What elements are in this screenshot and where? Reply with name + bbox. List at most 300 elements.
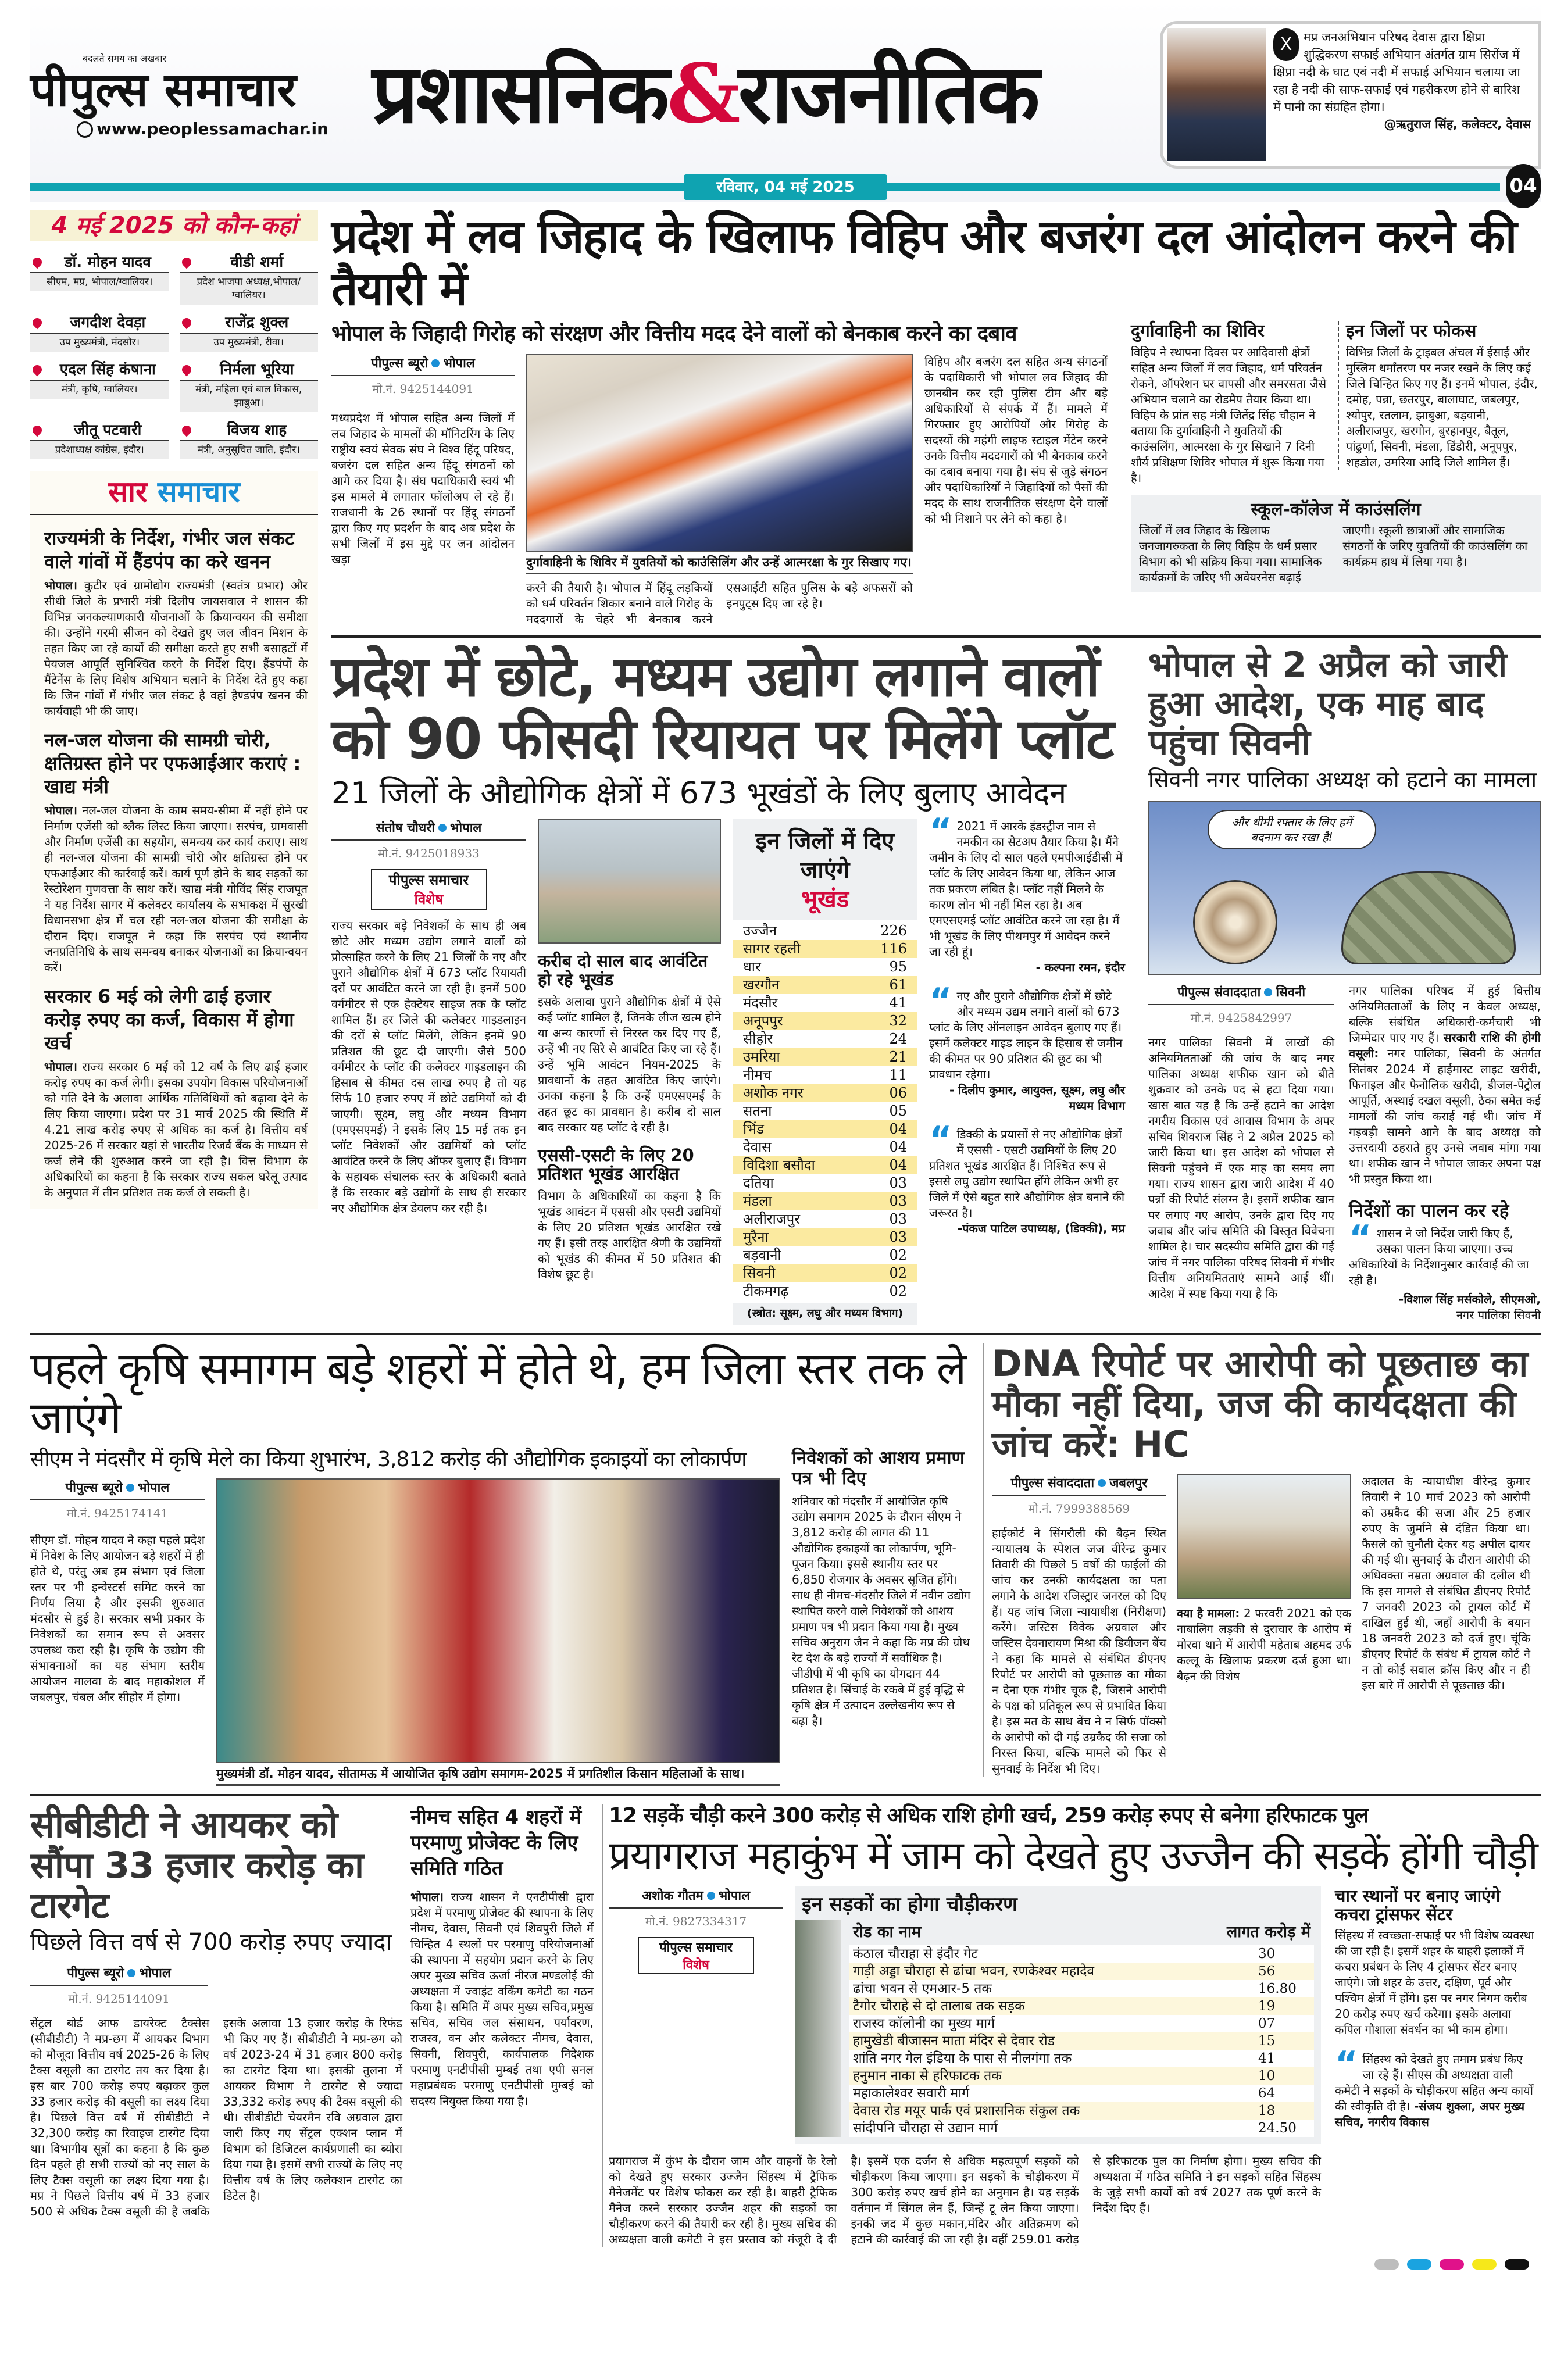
table-row [849, 2050, 1314, 2067]
plot-count: 32 [889, 1012, 907, 1029]
table-row [733, 958, 917, 976]
headline: प्रदेश में लव जिहाद के खिलाफ विहिप और बजरंग दल आंदोलन करने की तैयारी में [331, 209, 1516, 316]
focus-districts-box [1338, 321, 1541, 470]
durga-vahini-box [1131, 321, 1329, 486]
kicker: 12 सड़कें चौड़ी करने 300 करोड़ से अधिक राशि होगी खर्च, 259 करोड़ रुपए से बनेगा हरिफाटक पुल [609, 1804, 1368, 1828]
sub-title: निवेशकों को आशय प्रमाण पत्र भी दिए [792, 1448, 965, 1489]
table-row [733, 1210, 917, 1228]
col-right [1335, 1886, 1535, 2143]
table-row [733, 1264, 917, 1282]
headline: नीमच सहित 4 शहरों में परमाणु प्रोजेक्ट के लिए समिति गठित [410, 1806, 582, 1881]
date-bar [30, 172, 1541, 202]
body-text: करने की तैयारी है। भोपाल में हिंदू लड़कियों को धर्म परिवर्तन शिकार बनाने वाले गिरोह के मददगारों के चेहरे भी बेनकाब करने एसआईटी सहित पुलिस के बड़े अफसरों को इनपुट्स दिए जा रहे है। [526, 580, 913, 626]
road-name: ढांचा भवन से एमआर-5 तक [853, 1981, 992, 1996]
box-title: स्कूल-कॉलेज में काउंसलिंग [1251, 499, 1421, 520]
print-mark-dot [1407, 2259, 1431, 2270]
print-mark-dot [1472, 2259, 1497, 2270]
plot-count: 95 [889, 958, 907, 975]
plot-count: 03 [889, 1192, 907, 1209]
district-name: अशोक नगर [743, 1084, 804, 1101]
district-name: दतिया [743, 1174, 774, 1191]
table-row [849, 1945, 1314, 1963]
person-detail: उप मुख्यमंत्री, मंदसौर। [30, 334, 169, 352]
district-name: मुरैना [743, 1228, 769, 1245]
table-row [733, 1246, 917, 1264]
table-row [733, 1030, 917, 1048]
district-name: सतना [743, 1102, 772, 1119]
headline: प्रयागराज महाकुंभ में जाम को देखते हुए उज्जैन की सड़कें होंगी चौड़ी [609, 1832, 1537, 1879]
plot-count: 03 [889, 1174, 907, 1191]
byline: पीपुल्स ब्यूरो भोपाल [30, 1964, 208, 1986]
road-name: कंठाल चौराहा से इंदौर गेट [853, 1946, 978, 1961]
subheadline: सीएम ने मंदसौर में कृषि मेले का किया शुभारंभ, 3,812 करोड़ की औद्योगिक इकाइयों का लोकार्पण [30, 1448, 747, 1472]
mobile-number: मो.नं. 9425018933 [378, 846, 480, 860]
byline: पीपुल्स ब्यूरो भोपाल [331, 354, 515, 376]
byline: अशोक गौतम भोपाल [609, 1886, 783, 1909]
person-entry [180, 360, 319, 412]
person-entry [30, 360, 169, 412]
special-stamp [371, 869, 487, 910]
district-name: धार [743, 958, 761, 975]
body-text: सेंट्रल बोर्ड आफ डायरेक्ट टैक्सेस (सीबीडीटी) ने मप्र-छग में आयकर विभाग को मौजूदा वित्तीय वर्ष 2025-26 के लिए टैक्स वसूली का टारगेट तय कर दिया है। इस बार 700 करोड़ रुपए बढ़ाकर कुल 33 हजार करोड़ की वसूली का लक्ष्य दिया है। पिछले वित्त वर्ष में सीबीडीटी ने 32,300 करोड़ का रिवाइज टारगेट दिया था। विभागीय सूत्रों का कहना है कि कुछ दिन पहले ही सभी राज्यों को नए साल के लिए टैक्स वसूली का लक्ष्य दिया गया है। मप्र ने पिछले वित्तीय वर्ष में 33 हजार 500 से अधिक टैक्स वसूली की है जबकि इसके अलावा 13 हजार करोड़ के रिफंड भी किए गए हैं। सीबीडीटी ने मप्र-छग को वर्ष 2023-24 में 31 हजार 800 करोड़ का टारगेट दिया था। इसकी तुलना में आयकर विभाग ने टारगेट से ज्यादा 33,332 करोड़ रुपए की टैक्स वसूली की थी। सीबीडीटी चेयरमैन रवि अग्रवाल द्वारा जारी किए गए सेंट्रल एक्शन प्लान में विभाग को डिजिटल कार्यप्रणाली का ब्योरा दिया गया है। इसमें सभी राज्यों के लिए नए वित्तीय वर्ष के लिए कलेक्शन टारगेट का डिटेल है। [30, 2016, 402, 2218]
table-body [733, 920, 917, 1303]
quote-mark-icon: “ [929, 1118, 952, 1160]
table-row [733, 1228, 917, 1246]
body-text: भोपाल। राज्य शासन ने एनटीपीसी द्वारा प्रदेश में परमाणु प्रोजेक्ट की स्थापना के लिए नीमच, देवास, सिवनी एवं शिवपुरी जिले में चिन्हित 4 स्थलों पर परमाणु परियोजनाओं की स्थापना में सहयोग प्रदान करने के लिए अपर मुख्य सचिव ऊर्जा नीरज मण्डलोई की अध्यक्षता में ज्वाइंट वर्किंग कमेटी का गठन किया है। समिति में अपर मुख्य सचिव,प्रमुख सचिव, सचिव जल संसाधन, पर्यावरण, राजस्व, वन और कलेक्टर नीमच, देवास, सिवनी, शिवपुरी, कार्यपालक निदेशक परमाणु एनटीपीसी मुम्बई तथा एपी सनल महाप्रबंधक परमाणु एनटीपीसी मुम्बई को सदस्य नियुक्त किया गया है। [410, 1890, 594, 2109]
plot-count: 04 [889, 1156, 907, 1173]
bullet-dot-icon [127, 1969, 135, 1977]
district-name: टीकमगढ़ [743, 1282, 789, 1299]
road-name: देवास रोड मयूर पार्क एवं प्रशासनिक संकुल तक [853, 2103, 1080, 2118]
person-name: जगदीश देवड़ा [30, 313, 169, 334]
body-text: नगर पालिका परिषद में हुई वित्तीय अनियमितताओं के लिए न केवल अध्यक्ष, बल्कि संबंधित अधिकारी-कर्मचारी भी जिम्मेदार पाए गए हैं। सरकारी राशि की होगी वसूली: नगर पालिका, सिवनी के अंतर्गत सितंबर 2024 में हाईमास्ट लाइट खरीदी, फिनाइल और फेनोलिक खरीदी, डीजल-पेट्रोल आपूर्ति, अस्थाई दखल वसूली, ठेका समेत कई मामलों की जांच कराई गई थी। जांच में गड़बड़ी सामने आने के बाद अध्यक्ष को उत्तरदायी ठहराते हुए उनसे जवाब मांगा गया था। शफीक खान ने भोपाल जाकर अपना पक्ष भी प्रस्तुत किया था। [1349, 983, 1541, 1186]
love-jihad-story [331, 210, 1541, 627]
table-row [733, 1084, 917, 1102]
road-cost: 24.50 [1258, 2120, 1297, 2136]
table-row [733, 1282, 917, 1300]
people-grid [30, 252, 318, 459]
logo-block [30, 52, 356, 138]
story-columns [331, 321, 1119, 627]
person-detail: उप मुख्यमंत्री, रीवा। [180, 334, 319, 352]
brief-body: भोपाल। नल-जल योजना के काम समय-सीमा में नहीं होने पर निर्माण एजेंसी को ब्लैक लिस्ट किया जाएगा। सरपंच, ग्रामवासी और निर्माण एजेंसी का सहयोग, समन्वय कर कार्य कराए। साथ ही नल-जल योजना की सामग्री चोरी और क्षतिग्रस्त होने पर एफआईआर की कार्रवाई करें। कार्य पूर्ण होने के बाद सड़कों का रेस्टोरेशन गुणवत्ता के साथ करें। खाद्य मंत्री गोविंद सिंह राजपूत ने यह निर्देश सागर में कलेक्टर कार्यालय के सभाकक्ष में सुरखी विधानसभा क्षेत्र में चल रही नल-जल योजना की समीक्षा के दौरान दिए। राजपूत ने कहा कि सरपंच एवं स्थानीय जनप्रतिनिधि के साथ समन्वय बनाकर योजनाओं का क्रियान्वयन करें। [44, 803, 308, 974]
tweet-handle: @ऋतुराज सिंह, कलेक्टर, देवास [1384, 117, 1531, 131]
box-body: जिलों में लव जिहाद के खिलाफ जनजागरुकता के लिए विहिप के धर्म प्रसार विभाग को भी सक्रिय किया गया। सामाजिक कार्यक्रमों के जरिए भी अवेयरनेस बढ़ाई जाएगी। स्कूली छात्राओं और सामाजिक संगठनों के जरिए युवतियों की काउंसलिंग का कार्यक्रम हाथ में लिया गया है। [1139, 523, 1528, 585]
byline: पीपुल्स संवाददाता जबलपुर [992, 1474, 1166, 1496]
brief-headline: राज्यमंत्री के निर्देश, गंभीर जल संकट वाले गांवों में हैंडपंप का करे खनन [44, 527, 295, 573]
location-pin-icon [31, 363, 44, 377]
table-row [849, 1980, 1314, 1997]
district-name: सागर रहली [743, 940, 801, 957]
quotes-column [929, 810, 1125, 1249]
table-row [733, 1120, 917, 1138]
location-pin-icon [31, 316, 44, 330]
table-row [733, 1012, 917, 1030]
cartoon [1148, 801, 1541, 975]
sub-title: निर्देशों का पालन कर रहे [1349, 1200, 1509, 1221]
mobile-number: मो.नं. 9425174141 [66, 1506, 169, 1521]
road-cost: 15 [1258, 2033, 1276, 2049]
website-link[interactable]: www.peoplessamachar.in [30, 119, 356, 138]
col-left [1148, 983, 1334, 1302]
plot-count: 05 [889, 1102, 907, 1119]
page-number: 04 [1506, 164, 1541, 208]
plot-count: 04 [889, 1138, 907, 1155]
col-header-road: रोड का नाम [853, 1922, 922, 1941]
plot-count: 61 [889, 976, 907, 993]
road-cost: 16.80 [1258, 1981, 1297, 1996]
bullet-dot-icon [707, 1892, 715, 1900]
road-cost: 10 [1258, 2068, 1276, 2084]
table-row [733, 1192, 917, 1210]
collector-photo [1167, 28, 1266, 161]
quote: “ डिक्की के प्रयासों से नए औद्योगिक क्षेत्रों में एससी - एसटी उद्यमियों के लिए 20 प्रतिशत भूखंड आरक्षित हैं। निश्चित रूप से इससे लघु उद्योग स्थापित होंगे लेकिन अभी हर जिले में ऐसे बहुत सारे औद्योगिक क्षेत्र बनाने की जरूरत है। -पंकज पाटिल उपाध्यक्ष, (डिक्की), मप्र [929, 1118, 1125, 1235]
district-name: सिवनी [743, 1264, 776, 1281]
byline-block [30, 1964, 208, 2006]
table-row [733, 1174, 917, 1192]
road-name: सांदीपनि चौराहा से उद्यान मार्ग [853, 2120, 998, 2136]
plot-count: 02 [889, 1264, 907, 1281]
location-pin-icon [31, 424, 44, 437]
subheadline: सिवनी नगर पालिका अध्यक्ष को हटाने का मामला [1148, 767, 1537, 793]
road-name: गाड़ी अड्डा चौराहा से ढांचा भवन, रणकेश्वर महादेव [853, 1963, 1095, 1979]
person-entry [180, 252, 319, 305]
cbdt-story [30, 1804, 402, 2219]
agriculture-story [30, 1343, 972, 1786]
print-color-marks [30, 2259, 1541, 2270]
main-area [331, 210, 1541, 1325]
body-text: प्रयागराज में कुंभ के दौरान जाम और वाहनों के रेलो को देखते हुए सरकार उज्जैन सिंहस्थ में ट्रैफिक मैनेजमेंट पर विशेष फोकस कर रही है। बाहरी ट्रैफिक मैनेज करने सरकार उज्जैन शहर की सड़कों का चौड़ीकरण करने की तैयारी कर रही है। मुख्य सचिव की अध्यक्षता वाली कमेटी ने इस प्रस्ताव को मंजूरी दे दी है। इसमें एक दर्जन से अधिक महत्वपूर्ण सड़कों को चौड़ीकरण किया जाएगा। इन सड़कों के चौड़ीकरण में 300 करोड़ रुपए खर्च होने का अनुमान है। यह सड़कें वर्तमान में सिंगल लेन हैं, जिन्हें टू लेन किया जाएगा। इनकी जद में कुछ मकान,मंदिर और अतिक्रमण को हटाने की कार्रवाई की जा रही है। वहीं 259.01 करोड़ से हरिफाटक पुल का निर्माण होगा। मुख्य सचिव की अध्यक्षता में गठित समिति ने इन सड़कों सहित सिंहस्थ के जुड़े सभी कार्यों को वर्ष 2027 तक पूर्ण करने के निर्देश दिए हैं। [609, 2153, 1321, 2246]
body-text: क्या है मामला: 2 फरवरी 2021 को एक नाबालिग लड़की से दुराचार के आरोप में मोरवा थाने में आरोपी महेताब अहमद उर्फ कल्लू के खिलाफ प्रकरण दर्ज हुआ था। बैढ़न की विशेष [1177, 1606, 1352, 1684]
sub-title: एससी-एसटी के लिए 20 प्रतिशत भूखंड आरक्षित [538, 1145, 694, 1184]
person-detail: मंत्री, अनुसूचित जाति, इंदौर। [180, 441, 319, 459]
brief-news [30, 471, 318, 1209]
box-title: इन जिलों पर फोकस [1346, 321, 1477, 342]
road-name: टैगोर चौराहे से दो तालाब तक सड़क [853, 1998, 1025, 2014]
plot-count: 24 [889, 1030, 907, 1047]
location-pin-icon [180, 256, 193, 269]
body-text: अदालत के न्यायाधीश वीरेन्द्र कुमार तिवारी ने 10 मार्च 2023 को आरोपी को उम्रकैद की सजा और 25 हजार रुपए के जुर्माने से दंडित किया था। फैसले को चुनौती देकर यह अपील दायर की गई थी। सुनवाई के दौरान आरोपी की अधिवक्ता नम्रता अग्रवाल की दलील थी कि इस मामले से संबंधित डीएनए रिपोर्ट 7 जनवरी 2023 को ट्रायल कोर्ट में दाखिल हुई थी, जहाँ आरोपी के बयान 18 जनवरी 2023 को दर्ज हुए। चूंकि डीएनए रिपोर्ट के संबंध में ट्रायल कोर्ट ने न तो कोई सवाल क्रॉस किए और न ही इस बारे में आरोपी से पूछताछ की। [1362, 1474, 1530, 1693]
subheadline: 21 जिलों के औद्योगिक क्षेत्रों में 673 भूखंडों के लिए बुलाए आवेदन [331, 776, 1067, 811]
col-mid [526, 354, 913, 627]
district-name: भिंड [743, 1120, 764, 1137]
section-title: प्रशासनिक & राजनीतिक [372, 47, 1038, 142]
masthead [30, 0, 1541, 202]
cm-farmers-photo [216, 1478, 780, 1763]
col-mid [1177, 1474, 1351, 1684]
photo-column [216, 1478, 780, 1786]
person-entry [30, 252, 169, 305]
col-left [30, 1478, 205, 1705]
body-text: इसके अलावा पुराने औद्योगिक क्षेत्रों में ऐसे कई प्लॉट शामिल हैं, जिनके लीज खत्म होने या अन्य कारणों से निरस्त कर दिए गए हैं, उन्हें भी नए सिरे से आवंटित किए जा रहे हैं। उन्हें भूमि आवंटन नियम-2025 के प्रावधानों के तहत आवंटित किए जाएंगे। उनका कहना है कि उन्हें एमएसएमई के तहत छूट का प्रावधान है। करीब दो साल बाद सरकार यह प्लॉट दे रही है। [538, 994, 721, 1134]
plot-count: 06 [889, 1084, 907, 1101]
quote-attribution: -विशाल सिंह मर्सकोले, सीएमओ, [1398, 1292, 1541, 1307]
x-logo-icon: X [1273, 28, 1299, 61]
mobile-number: मो.नं. 9827334317 [645, 1914, 747, 1928]
person-entry [30, 313, 169, 352]
seoni-story [1148, 646, 1541, 1324]
print-mark-dot [1440, 2259, 1464, 2270]
stamp-logo: पीपुल्स समाचार [388, 871, 469, 888]
table-row [733, 940, 917, 958]
box-body: विहिप ने स्थापना दिवस पर आदिवासी क्षेत्रों सहित अन्य जिलों में लव जिहाद, धर्म परिवर्तन रोकने, ऑपरेशन घर वापसी और समरसता जैसे अभियान चलाने का रोडमैप तैयार किया था। विहिप के प्रांत सह मंत्री जितेंद्र सिंह चौहान ने बताया कि दुर्गावाहिनी ने युवतियों की काउंसलिंग, आत्मरक्षा के गुर सिखाने 7 दिनी शौर्य प्रशिक्षण शिविर भोपाल में शुरू किया गया है। [1131, 345, 1327, 485]
headline: सीबीडीटी ने आयकर को सौंपा 33 हजार करोड़ का टारगेट [30, 1803, 364, 1927]
col-header-cost: लागत करोड़ में [1226, 1922, 1310, 1941]
bullet-dot-icon [431, 359, 440, 367]
person-name: डॉ. मोहन यादव [30, 252, 169, 273]
district-plots-table [733, 819, 917, 1325]
globe-icon [77, 121, 93, 138]
plot-count: 03 [889, 1228, 907, 1245]
print-mark-dot [1505, 2259, 1529, 2270]
table-row [733, 1102, 917, 1120]
bold-lead: क्या है मामला: [1177, 1606, 1240, 1621]
road-cost: 64 [1258, 2085, 1276, 2101]
byline: संतोष चौधरी भोपाल [331, 819, 526, 841]
table-header [849, 1920, 1314, 1945]
plot-count: 02 [889, 1282, 907, 1299]
district-name: सीहोर [743, 1030, 773, 1047]
table-row [849, 2015, 1314, 2032]
box-title: दुर्गावाहिनी का शिविर [1131, 321, 1265, 342]
tweet-box [1160, 21, 1541, 169]
plot-count: 116 [880, 940, 907, 957]
divider [30, 1333, 1541, 1335]
road-cost: 18 [1258, 2103, 1276, 2118]
quote: “ सिंहस्थ को देखते हुए तमाम प्रबंध किए जा रहे हैं। सीएस की अध्यक्षता वाली कमेटी ने सड़कों के चौड़ीकरण सहित अन्य कार्यों की स्वीकृति दी है। -संजय शुक्ला, अपर मुख्य सचिव, नगरीय विकास [1335, 2043, 1533, 2129]
brief-stories [30, 515, 318, 1200]
flyover-photo [795, 1920, 841, 2137]
person-entry [180, 420, 319, 459]
brief-body: भोपाल। राज्य सरकार 6 मई को 12 वर्ष के लिए ढाई हजार करोड़ रुपए का कर्ज लेगी। इसका उपयोग विकास परियोजनाओं को गति देने के अलावा आर्थिक गतिविधियों को बढ़ावा देने के लिए किया जाएगा। प्रदेश पर 31 मार्च 2025 की स्थिति में 4.21 लाख करोड़ रुपए से अधिक का कर्ज है। वित्तीय वर्ष 2025-26 में सरकार यहां से भारतीय रिजर्व बैंक के माध्यम से कर्ज लेने की शुरुआत करने जा रही है। वित्त विभाग के अधिकारियों का कहना है कि सरकार राज्य सकल घरेलू उत्पाद के अनुपात में तीन प्रतिशत तक कर्ज ले सकती है। [44, 1060, 308, 1199]
table-row [733, 1156, 917, 1174]
quote-attribution: - दिलीप कुमार, आयुक्त, सूक्ष्म, लघु और मध्यम विभाग [949, 1082, 1125, 1113]
byline: पीपुल्स संवाददाता सिवनी [1148, 983, 1334, 1005]
left-column [30, 210, 318, 1209]
box-body: विभिन्न जिलों के ट्राइबल अंचल में ईसाई और मुस्लिम धर्मांतरण पर नजर रखने के लिए कई जिले चिन्हित किए गए हैं। इनमें भोपाल, इंदौर, दमोह, पन्ना, छतरपुर, बालाघाट, जबलपुर, श्योपुर, रतलाम, झाबुआ, बड़वानी, अलीराजपुर, खरगोन, बुरहानपुर, बैतूल, पांढुर्णा, सिवनी, मंडला, डिंडौरी, अनूपपुर, शहडोल, उमरिया आदि जिले शामिल हैं। [1346, 345, 1538, 469]
district-name: देवास [743, 1138, 772, 1155]
camp-photo [526, 354, 913, 552]
bullet-dot-icon [1098, 1479, 1106, 1487]
district-name: मंदसौर [743, 994, 778, 1011]
divider [30, 1794, 1541, 1796]
dna-hc-story [983, 1343, 1541, 1777]
body-text: सिंहस्थ में स्वच्छता-सफाई पर भी विशेष व्यवस्था की जा रही है। इसमें शहर के बाहरी इलाकों में कचरा प्रबंधन के लिए 4 ट्रांसफर सेंटर बनाए जाएंगे। जो शहर के उत्तर, दक्षिण, पूर्व और पश्चिम क्षेत्रों में होंगे। इस पर नगर निगम करीब 20 करोड़ रुपए खर्च करेगा। इसके अलावा कपिल गौशाला संवर्धन का भी काम होगा। [1335, 1928, 1534, 2036]
body-text: नगर पालिका सिवनी में लाखों की अनियमितताओं की जांच के बाद नगर पालिका अध्यक्ष शफीक खान को बीते शुक्रवार को उनके पद से हटा दिया गया। खास बात यह है कि उन्हें हटाने का आदेश नगरीय विकास एवं आवास विभाग के अपर सचिव शिवराज सिंह ने 2 अप्रैल 2025 को जारी किया था। इस आदेश को भोपाल से सिवनी पहुंचने में एक माह का समय लग गया। राज्य शासन द्वारा जारी आदेश में 40 पन्नों की रिपोर्ट संलग्न है। इसमें शफीक खान पर लगाए गए आरोप, उनके द्वारा दिए गए जवाब और जांच समिति की विस्तृत विवेचना शामिल है। चार सदस्यीय समिति द्वारा की गई जांच में नगर पालिका परिषद सिवनी में गंभीर वित्तीय अनियमितताएं सामने आई थीं। आदेश में स्पष्ट किया गया है कि [1148, 1035, 1334, 1300]
nuclear-committee-story [410, 1804, 594, 2109]
quote-mark-icon: “ [929, 980, 952, 1021]
body-text: हाईकोर्ट ने सिंगरौली की बैढ़न स्थित न्यायालय के स्पेशल जज वीरेन्द्र कुमार तिवारी की पिछले 5 वर्षों की फाईलों की जांच कर उनकी कार्यदक्षता का पता लगाने के आदेश रजिस्ट्रार जनरल को दिए हैं। यह जांच जिला न्यायाधीश (निरीक्षण) करेंगे। जस्टिस विवेक अग्रवाल और जस्टिस देवनारायण मिश्रा की डिवीजन बेंच ने कहा कि मामले से संबंधित डीएनए रिपोर्ट पर आरोपी को पूछताछ का मौका न देना एक गंभीर चूक है, जिसने आरोपी के पक्ष को प्रतिकूल रूप से प्रभावित किया है। इस मत के साथ बेंच ने न सिर्फ पॉक्सो के आरोपी को दी गई उम्रकैद की सजा को निरस्त किया, बल्कि मामले को फिर से सुनवाई के निर्देश भी दिए। [992, 1526, 1166, 1776]
stamp-label: विशेष [414, 891, 444, 907]
tortoise-illustration [1341, 871, 1516, 964]
col-left [992, 1474, 1166, 1777]
person-name: राजेंद्र शुक्ल [180, 313, 319, 334]
road-name: राजस्व कॉलोनी का मुख्य मार्ग [853, 2016, 995, 2031]
special-stamp [638, 1937, 754, 1974]
tweet-content [1273, 28, 1531, 133]
headline: भोपाल से 2 अप्रैल को जारी हुआ आदेश, एक माह बाद पहुंचा सिवनी [1148, 644, 1508, 763]
stamp-label: विशेष [683, 1957, 709, 1972]
person-name: जीतू पटवारी [30, 420, 169, 441]
district-name: उमरिया [743, 1048, 780, 1065]
plot-count: 03 [889, 1210, 907, 1227]
table-row [849, 2085, 1314, 2102]
plot-count: 02 [889, 1246, 907, 1263]
roads-table [795, 1886, 1321, 2144]
table-title: इन सड़कों का होगा चौड़ीकरण [802, 1892, 1017, 1916]
district-name: विदिशा बसौदा [743, 1156, 815, 1173]
mobile-number: मो.नं. 9425842997 [1190, 1010, 1292, 1025]
table-row [733, 994, 917, 1012]
tweet-text: मप्र जनअभियान परिषद देवास द्वारा क्षिप्रा शुद्धिकरण सफाई अभियान अंतर्गत ग्राम सिरोंज में क्षिप्रा नदी के घाट एवं नदी में सफाई अभियान चलाया जा रहा है नदी की साफ-सफाई एवं गहरीकरण होने से बारिश में पानी का संग्रहित होगा। [1273, 30, 1520, 114]
person-entry [180, 313, 319, 352]
quote-mark-icon: “ [1335, 2043, 1358, 2085]
road-name: हामुखेडी बीजासन माता मंदिर से देवार रोड [853, 2033, 1055, 2049]
story-main [609, 1886, 1321, 2247]
sub-title: चार स्थानों पर बनाए जाएंगे कचरा ट्रांसफर सेंटर [1335, 1885, 1501, 1925]
story-columns [30, 1448, 780, 1786]
table-body [849, 1945, 1314, 2137]
bold-lead: सरकारी राशि की होगी वसूली: [1349, 1030, 1541, 1060]
photo-caption: दुर्गावाहिनी के शिविर में युवतियों को काउंसिलिंग और उन्हें आत्मरक्षा के गुर सिखाए गए। [526, 552, 913, 574]
table-content [849, 1920, 1314, 2137]
table-row [733, 922, 917, 940]
headline: प्रदेश में छोटे, मध्यम उद्योग लगाने वालों को 90 फीसदी रियायत पर मिलेंगे प्लॉट [331, 644, 1113, 772]
person-entry [30, 420, 169, 459]
table-row [849, 2120, 1314, 2137]
person-detail: प्रदेशाध्यक्ष कांग्रेस, इंदौर। [30, 441, 169, 459]
person-detail: सीएम, मप्र, भोपाल/ग्वालियर। [30, 273, 169, 291]
table-row [849, 1963, 1314, 1980]
road-cost: 41 [1258, 2050, 1276, 2066]
table-title: इन जिलों में दिए जाएंगे भूखंड [755, 827, 895, 913]
table-row [733, 1066, 917, 1084]
table-row [733, 1138, 917, 1156]
body-text: राज्य सरकार बड़े निवेशकों के साथ ही अब छोटे और मध्यम उद्योग लगाने वालों को प्रोत्साहित करने के लिए 21 जिलों के नए और पुराने औद्योगिक क्षेत्रों में 673 प्लॉट रियायती दरों पर आवंटित करने जा रही है। इनमें 500 वर्गमीटर से एक हेक्टेयर साइज तक के प्लॉट शामिल हैं। हर जिले की कलेक्टर गाइडलाइन की दरों से प्लॉट मिलेंगे, लेकिन इनमें 90 प्रतिशत की छूट दी जाएगी। जैसे 500 वर्गमीटर के प्लॉट की कलेक्टर गाइडलाइन की हिसाब से कीमत दस लाख रुपए है तो यह सिर्फ 10 हजार रुपए में छोटे उद्यमियों को दी जाएगी। सूक्ष्म, लघु और मध्यम विभाग (एमएसएमई) ने इसके लिए 15 मई तक इन प्लॉट निवेशकों और उद्यमियों को प्लॉट आवंटित करने के लिए ऑफर बुलाए हैं। विभाग के सहायक संचालक स्तर के अधिकारी बताते हैं कि सरकार बड़े उद्योगों के साथ ही सरकार नए औद्योगिक क्षेत्र डेवलप कर रही है। [331, 918, 526, 1215]
road-name: महाकालेश्वर सवारी मार्ग [853, 2085, 970, 2101]
person-detail: प्रदेश भाजपा अध्यक्ष,भोपाल/ग्वालियर। [180, 273, 319, 305]
district-name: खरगौन [743, 976, 780, 993]
body-text: विभाग के अधिकारियों का कहना है कि भूखंड आवंटन में एससी और एसटी उद्यमियों के लिए 20 प्रतिशत भूखंड आरक्षित रखे गए हैं। इसी तरह आरक्षित श्रेणी के उद्यमियों को भूखंड की कीमत में 50 प्रतिशत की विशेष छूट है। [538, 1188, 721, 1281]
quote: “ 2021 में आरके इंडस्ट्रीज नाम से नमकीन का सेटअप तैयार किया है। मैंने जमीन के लिए दो साल पहले एमपीआईडीसी में प्लॉट के लिए आवेदन किया था, लेकिन आज तक प्रकरण लंबित है। प्लॉट नहीं मिलने के कारण लोन भी नहीं मिल रहा है। अब एमएसएमई प्लॉट आवंटित करने जा रहा है। मैं भी भूखंड के लिए पीथमपुर में आवेदन करने जा रही हूं। - कल्पना रमन, इंदौर [929, 810, 1125, 974]
newspaper-logo: पीपुल्स समाचार [30, 62, 297, 117]
person-name: निर्मला भूरिया [180, 360, 319, 381]
table-row [733, 1048, 917, 1066]
location-pin-icon [31, 256, 44, 269]
plot-count: 11 [889, 1066, 907, 1083]
headline: DNA रिपोर्ट पर आरोपी को पूछताछ का मौका नहीं दिया, जज की कार्यदक्षता की जांच करें: HC [992, 1342, 1529, 1466]
brief-news-title: सार समाचार [30, 471, 318, 515]
subheadline: भोपाल के जिहादी गिरोह को संरक्षण और वित्तीय मदद देने वालों को बेनकाब करने का दबाव [331, 321, 1017, 346]
photo-caption: मुख्यमंत्री डॉ. मोहन यादव, सीतामऊ में आयोजित कृषि उद्योग समागम-2025 में प्रगतिशील किसान महिलाओं के साथ। [216, 1763, 780, 1786]
table-row [849, 2032, 1314, 2050]
sub-title: करीब दो साल बाद आवंटित हो रहे भूखंड [538, 950, 708, 990]
person-name: एदल सिंह कंषाना [30, 360, 169, 381]
table-row [849, 2067, 1314, 2085]
counselling-box [1131, 495, 1541, 593]
quote-mark-icon: “ [929, 810, 952, 852]
quote-mark-icon: “ [1349, 1218, 1372, 1259]
body-text: सीएम डॉ. मोहन यादव ने कहा पहले प्रदेश में निवेश के लिए आयोजन बड़े शहरों में ही होते थे, परंतु अब हम संभाग एवं जिला स्तर पर भी इन्वेस्टर्स समिट करने का निर्णय लिया है और इसकी शुरुआत मंदसौर से हुई है। सरकार सभी प्रकार के निवेशकों का समान रूप से अवसर उपलब्ध करा रही है। कृषि के उद्योग की संभावनाओं का यह संभाग स्तरीय आयोजन मालवा के बाद महाकोशल में जबलपुर, चंबल और सीहोर में होगा। [30, 1533, 205, 1704]
col-right [792, 1448, 972, 1728]
brief-headline: नल-जल योजना की सामग्री चोरी, क्षतिग्रस्त होने पर एफआईआर कराएं : खाद्य मंत्री [44, 729, 301, 798]
person-name: विजय शाह [180, 420, 319, 441]
print-mark-dot [1374, 2259, 1399, 2270]
person-detail: मंत्री, कृषि, ग्वालियर। [30, 381, 169, 399]
road-cost: 30 [1258, 1946, 1276, 1961]
quote-attribution: -पंकज पाटिल उपाध्यक्ष, (डिक्की), मप्र [957, 1221, 1125, 1235]
person-detail: मंत्री, महिला एवं बाल विकास, झाबुआ। [180, 381, 319, 412]
col-left [331, 354, 515, 567]
quote: “ नए और पुराने औद्योगिक क्षेत्रों में छोटे और मध्यम उद्यम लगाने वालों को 673 प्लांट के लिए ऑनलाइन आवेदन बुलाए गए हैं। इसमें कलेक्टर गाइड लाइन के हिसाब से जमीन की कीमत पर 90 प्रतिशत की छूट का भी प्रावधान रहेगा। - दिलीप कुमार, आयुक्त, सूक्ष्म, लघु और मध्यम विभाग [929, 980, 1125, 1113]
road-name: शांति नगर गेल इंडिया के पास से नीलगंगा तक [853, 2050, 1072, 2066]
date-badge: रविवार, 04 मई 2025 [684, 174, 887, 200]
table-source: (स्त्रोत: सूक्ष्म, लघु और मध्यम विभाग) [747, 1306, 904, 1320]
quote-attribution: - कल्पना रमन, इंदौर [1035, 960, 1125, 974]
divider [331, 635, 1541, 638]
bullet-dot-icon [126, 1484, 134, 1492]
district-name: अनूपपुर [743, 1012, 783, 1029]
speech-bubble: और धीमी रफ्तार के लिए हमें बदनाम कर रखा है! [1208, 810, 1376, 849]
bullet-dot-icon [1264, 988, 1272, 996]
who-where-title: 4 मई 2025 को कौन-कहां [30, 210, 318, 241]
quote-attribution: नगर पालिका सिवनी [1456, 1308, 1541, 1323]
mobile-number: मो.नं. 9425144091 [68, 1991, 170, 2006]
high-court-photo [1177, 1474, 1351, 1599]
road-cost: 19 [1258, 1998, 1276, 2014]
district-name: नीमच [743, 1066, 772, 1083]
snail-illustration [1193, 880, 1277, 964]
plot-count: 41 [889, 994, 907, 1011]
district-name: मंडला [743, 1192, 772, 1209]
mobile-number: मो.नं. 9425144091 [372, 381, 474, 396]
who-where-box [30, 210, 318, 459]
body-text: विहिप और बजरंग दल सहित अन्य संगठनों के पदाधिकारी भी भोपाल लव जिहाद की छानबीन कर रही पुलिस टीम और बड़े अधिकारियों से संपर्क में हैं। मामले में गिरफ्तार हुए आरोपियों और गिरोह के सदस्यों की महंगी लाइफ स्टाइल मेंटेन करने उनके वित्तीय मददगारों को भी बेनकाब करने का दबाव बनाया गया है। संघ से जुड़े संगठन और पदाधिकारियों ने जिहादियों को पैसों की मदद के साथ राजनीतिक संरक्षण देने वालों को भी निशाने पर लेने को कहा है। [924, 354, 1108, 526]
person-name: वीडी शर्मा [180, 252, 319, 273]
col-mid [538, 819, 721, 1282]
road-cost: 56 [1258, 1963, 1276, 1979]
district-name: बड़वानी [743, 1246, 781, 1263]
road-name: हनुमान नाका से हरिफाटक तक [853, 2068, 1002, 2084]
mobile-number: मो.नं. 7999388569 [1028, 1502, 1130, 1516]
stamp-logo: पीपुल्स समाचार [659, 1940, 733, 1955]
subheadline: पिछले वित्त वर्ष से 700 करोड़ रुपए ज्यादा [30, 1928, 392, 1956]
quote: “ शासन ने जो निर्देश जारी किए हैं, उसका पालन किया जाएगा। उच्च अधिकारियों के निर्देशानुसार कार्रवाई की जा रही है। [1349, 1218, 1529, 1288]
body-text: मध्यप्रदेश में भोपाल सहित अन्य जिलों में लव जिहाद के मामलों की मॉनिटरिंग के लिए राष्ट्रीय स्वयं सेवक संघ ने विश्व हिंदू परिषद, बजरंग दल सहित अन्य हिंदू संगठनों को आगे कर दिया है। संघ पदाधिकारी स्वयं भी इस मामले में लगातार फॉलोअप ले रहे हैं। राजधानी के 26 स्थानों पर हिंदू संगठनों द्वारा किए गए प्रदर्शन के बाद अब प्रदेश के सभी जिलों में इस मुद्दे पर जन आंदोलन खड़ा [331, 410, 515, 566]
bullet-dot-icon [438, 824, 447, 832]
side-boxes [1131, 321, 1541, 592]
headline: पहले कृषि समागम बड़े शहरों में होते थे, हम जिला स्तर तक ले जाएंगे [30, 1342, 966, 1443]
table-row [733, 976, 917, 994]
brief-headline: सरकार 6 मई को लेगी ढाई हजार करोड़ रुपए का कर्ज, विकास में होगा खर्च [44, 985, 294, 1054]
col-right [1349, 983, 1541, 1324]
location-pin-icon [180, 424, 193, 437]
table-row [849, 1997, 1314, 2015]
road-cost: 07 [1258, 2016, 1276, 2031]
brief-body: भोपाल। कुटीर एवं ग्रामोद्योग राज्यमंत्री (स्वतंत्र प्रभार) और सीधी जिले के प्रभारी मंत्री दिलीप जायसवाल ने शासन की विभिन्न जनकल्याणकारी योजनाओं के क्रियान्वयन की समीक्षा की। उन्होंने गरमी सीजन को देखते हुए जल जीवन मिशन के तहत किए जा रहे कार्यों की समीक्षा करते हुए सभी बसाहटों में पेयजल आपूर्ति सुनिश्चित करने के निर्देश दिए। हैंडपंपों के मैंटेनेंस के लिए विशेष अभियान चलाने के निर्देश देते हुए कहा कि जिन गांवों में गंभीर जल संकट है वहां हैण्डपंप खनन की कार्यवाही भी की जाए। [44, 578, 308, 718]
industrial-area-photo [538, 819, 721, 944]
location-pin-icon [180, 316, 193, 330]
plot-count: 04 [889, 1120, 907, 1137]
masthead-tagline: बदलते समय का अखबार [83, 52, 167, 64]
district-name: उज्जैन [743, 922, 777, 939]
location-pin-icon [180, 363, 193, 377]
district-name: अलीराजपुर [743, 1210, 801, 1227]
byline: पीपुल्स ब्यूरो भोपाल [30, 1478, 205, 1500]
ujjain-roads-story [602, 1804, 1541, 2247]
plot-count: 21 [889, 1048, 907, 1065]
industry-story [331, 646, 1137, 1325]
